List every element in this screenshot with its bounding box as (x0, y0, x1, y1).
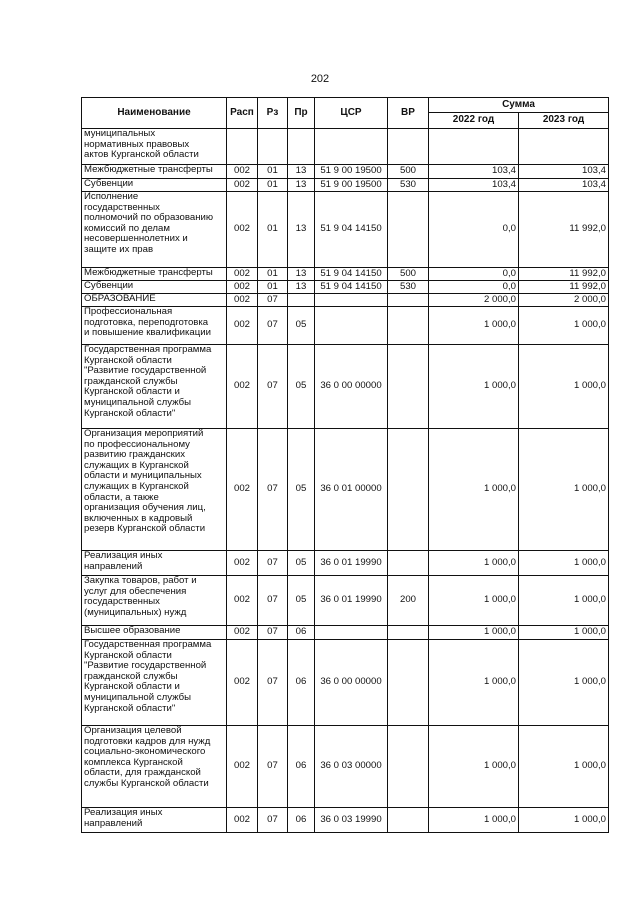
cell-csr: 36 0 03 00000 (315, 726, 388, 808)
table-row (82, 268, 609, 281)
table-row (82, 165, 609, 179)
cell-rz: 01 (258, 179, 288, 192)
cell-vr: 500 (388, 268, 429, 281)
header-rasp: Расп (227, 98, 258, 129)
cell-rz: 07 (258, 294, 288, 307)
cell-sum-2023: 1 000,0 (519, 307, 609, 345)
header-year-2022: 2022 год (429, 112, 519, 128)
cell-csr: 36 0 01 19990 (315, 551, 388, 576)
cell-rz: 01 (258, 165, 288, 179)
cell-sum-2023: 1 000,0 (519, 640, 609, 726)
cell-pr: 05 (288, 307, 315, 345)
cell-sum-2022 (429, 129, 519, 165)
header-csr: ЦСР (315, 98, 388, 129)
cell-sum-2022: 103,4 (429, 179, 519, 192)
cell-csr: 36 0 01 00000 (315, 429, 388, 551)
cell-pr (288, 129, 315, 165)
cell-vr (388, 345, 429, 429)
cell-sum-2023: 2 000,0 (519, 294, 609, 307)
table-row (82, 307, 609, 345)
cell-name: Закупка товаров, работ и услуг для обеспечения государственных (муниципальных) нужд (82, 576, 227, 626)
cell-csr: 51 9 00 19500 (315, 165, 388, 179)
cell-rz: 07 (258, 307, 288, 345)
cell-vr: 200 (388, 576, 429, 626)
cell-rasp: 002 (227, 307, 258, 345)
budget-table (81, 97, 609, 833)
cell-rasp: 002 (227, 640, 258, 726)
cell-sum-2023: 11 992,0 (519, 281, 609, 294)
table-row (82, 429, 609, 551)
cell-vr: 530 (388, 281, 429, 294)
cell-sum-2022: 1 000,0 (429, 576, 519, 626)
table-row (82, 808, 609, 833)
cell-sum-2023: 1 000,0 (519, 429, 609, 551)
cell-pr: 06 (288, 626, 315, 640)
cell-csr (315, 129, 388, 165)
cell-sum-2023: 1 000,0 (519, 808, 609, 833)
table-row (82, 576, 609, 626)
cell-sum-2022: 0,0 (429, 268, 519, 281)
cell-rasp: 002 (227, 192, 258, 268)
cell-sum-2023: 1 000,0 (519, 345, 609, 429)
cell-pr: 05 (288, 551, 315, 576)
cell-vr (388, 640, 429, 726)
table-row (82, 294, 609, 307)
cell-sum-2023: 1 000,0 (519, 576, 609, 626)
cell-sum-2023: 103,4 (519, 165, 609, 179)
cell-sum-2022: 1 000,0 (429, 626, 519, 640)
cell-name: муниципальных нормативных правовых актов Курганской области (82, 129, 227, 165)
cell-rz: 01 (258, 268, 288, 281)
cell-sum-2023: 103,4 (519, 179, 609, 192)
cell-sum-2022: 1 000,0 (429, 429, 519, 551)
cell-rasp: 002 (227, 576, 258, 626)
cell-vr (388, 726, 429, 808)
cell-csr: 36 0 03 19990 (315, 808, 388, 833)
cell-name: Организация целевой подготовки кадров для нужд социально-экономического комплекса Курганской области, для гражданской службы Курганской области (82, 726, 227, 808)
cell-vr (388, 129, 429, 165)
table-row (82, 281, 609, 294)
cell-csr: 51 9 04 14150 (315, 268, 388, 281)
cell-pr: 06 (288, 808, 315, 833)
cell-rasp: 002 (227, 281, 258, 294)
cell-name: Профессиональная подготовка, переподготовка и повышение квалификации (82, 307, 227, 345)
header-sum: Сумма (429, 98, 609, 113)
cell-sum-2023: 1 000,0 (519, 726, 609, 808)
cell-name: Субвенции (82, 179, 227, 192)
cell-sum-2022: 1 000,0 (429, 551, 519, 576)
cell-rasp: 002 (227, 808, 258, 833)
cell-rasp: 002 (227, 626, 258, 640)
cell-sum-2022: 0,0 (429, 192, 519, 268)
cell-rz: 07 (258, 345, 288, 429)
cell-name: Высшее образование (82, 626, 227, 640)
cell-rz: 01 (258, 281, 288, 294)
cell-name: ОБРАЗОВАНИЕ (82, 294, 227, 307)
cell-rz: 07 (258, 576, 288, 626)
cell-sum-2022: 2 000,0 (429, 294, 519, 307)
cell-pr: 05 (288, 576, 315, 626)
cell-pr: 13 (288, 165, 315, 179)
cell-rasp: 002 (227, 294, 258, 307)
cell-rz: 07 (258, 429, 288, 551)
cell-pr: 13 (288, 192, 315, 268)
cell-name: Исполнение государственных полномочий по образованию комиссий по делам несовершеннолетних и защите их прав (82, 192, 227, 268)
cell-rz: 07 (258, 726, 288, 808)
header-vr: ВР (388, 98, 429, 129)
cell-name: Государственная программа Курганской области "Развитие государственной гражданской службы Курганской области и муниципальной службы Курганской области" (82, 345, 227, 429)
cell-rz (258, 129, 288, 165)
cell-rz: 07 (258, 551, 288, 576)
cell-sum-2023: 11 992,0 (519, 192, 609, 268)
cell-csr: 51 9 04 14150 (315, 192, 388, 268)
table-row (82, 179, 609, 192)
cell-vr (388, 551, 429, 576)
cell-name: Государственная программа Курганской области "Развитие государственной гражданской службы Курганской области и муниципальной службы Курганской области" (82, 640, 227, 726)
header-year-2023: 2023 год (519, 112, 609, 128)
cell-csr: 51 9 00 19500 (315, 179, 388, 192)
cell-pr: 13 (288, 281, 315, 294)
table-row (82, 640, 609, 726)
cell-rz: 07 (258, 626, 288, 640)
cell-rasp (227, 129, 258, 165)
cell-sum-2023 (519, 129, 609, 165)
cell-sum-2023: 1 000,0 (519, 551, 609, 576)
table-row (82, 345, 609, 429)
cell-vr (388, 429, 429, 551)
cell-sum-2022: 1 000,0 (429, 726, 519, 808)
cell-rz: 01 (258, 192, 288, 268)
cell-csr: 36 0 01 19990 (315, 576, 388, 626)
cell-csr: 36 0 00 00000 (315, 640, 388, 726)
cell-pr: 06 (288, 640, 315, 726)
cell-pr: 05 (288, 345, 315, 429)
cell-vr: 530 (388, 179, 429, 192)
cell-vr (388, 626, 429, 640)
cell-rasp: 002 (227, 268, 258, 281)
cell-vr (388, 808, 429, 833)
table-row (82, 626, 609, 640)
cell-csr (315, 626, 388, 640)
cell-vr (388, 294, 429, 307)
cell-csr: 51 9 04 14150 (315, 281, 388, 294)
cell-vr (388, 307, 429, 345)
page-number: 202 (310, 73, 330, 85)
cell-rasp: 002 (227, 551, 258, 576)
cell-pr: 13 (288, 268, 315, 281)
header-rz: Рз (258, 98, 288, 129)
cell-name: Реализация иных направлений (82, 808, 227, 833)
cell-pr (288, 294, 315, 307)
cell-sum-2022: 1 000,0 (429, 307, 519, 345)
cell-name: Межбюджетные трансферты (82, 165, 227, 179)
cell-sum-2022: 1 000,0 (429, 640, 519, 726)
table-body (82, 129, 609, 833)
cell-sum-2023: 11 992,0 (519, 268, 609, 281)
cell-vr: 500 (388, 165, 429, 179)
cell-csr (315, 294, 388, 307)
cell-rasp: 002 (227, 345, 258, 429)
cell-name: Организация мероприятий по профессиональному развитию гражданских служащих в Курганской области и муниципальных служащих в Курганской области, а также организация обучения лиц, включенных в кадровый резерв Курганской области (82, 429, 227, 551)
table-header (82, 98, 609, 129)
cell-csr (315, 307, 388, 345)
cell-rasp: 002 (227, 165, 258, 179)
cell-sum-2022: 1 000,0 (429, 345, 519, 429)
cell-rasp: 002 (227, 179, 258, 192)
cell-csr: 36 0 00 00000 (315, 345, 388, 429)
header-pr: Пр (288, 98, 315, 129)
cell-rasp: 002 (227, 429, 258, 551)
table-row (82, 129, 609, 165)
cell-pr: 13 (288, 179, 315, 192)
cell-rz: 07 (258, 640, 288, 726)
cell-rasp: 002 (227, 726, 258, 808)
cell-vr (388, 192, 429, 268)
cell-name: Реализация иных направлений (82, 551, 227, 576)
cell-name: Межбюджетные трансферты (82, 268, 227, 281)
cell-sum-2022: 103,4 (429, 165, 519, 179)
cell-sum-2022: 0,0 (429, 281, 519, 294)
table-row (82, 551, 609, 576)
cell-pr: 06 (288, 726, 315, 808)
cell-rz: 07 (258, 808, 288, 833)
cell-name: Субвенции (82, 281, 227, 294)
table-row (82, 192, 609, 268)
header-name: Наименование (82, 98, 227, 129)
cell-sum-2022: 1 000,0 (429, 808, 519, 833)
cell-pr: 05 (288, 429, 315, 551)
table-row (82, 726, 609, 808)
cell-sum-2023: 1 000,0 (519, 626, 609, 640)
